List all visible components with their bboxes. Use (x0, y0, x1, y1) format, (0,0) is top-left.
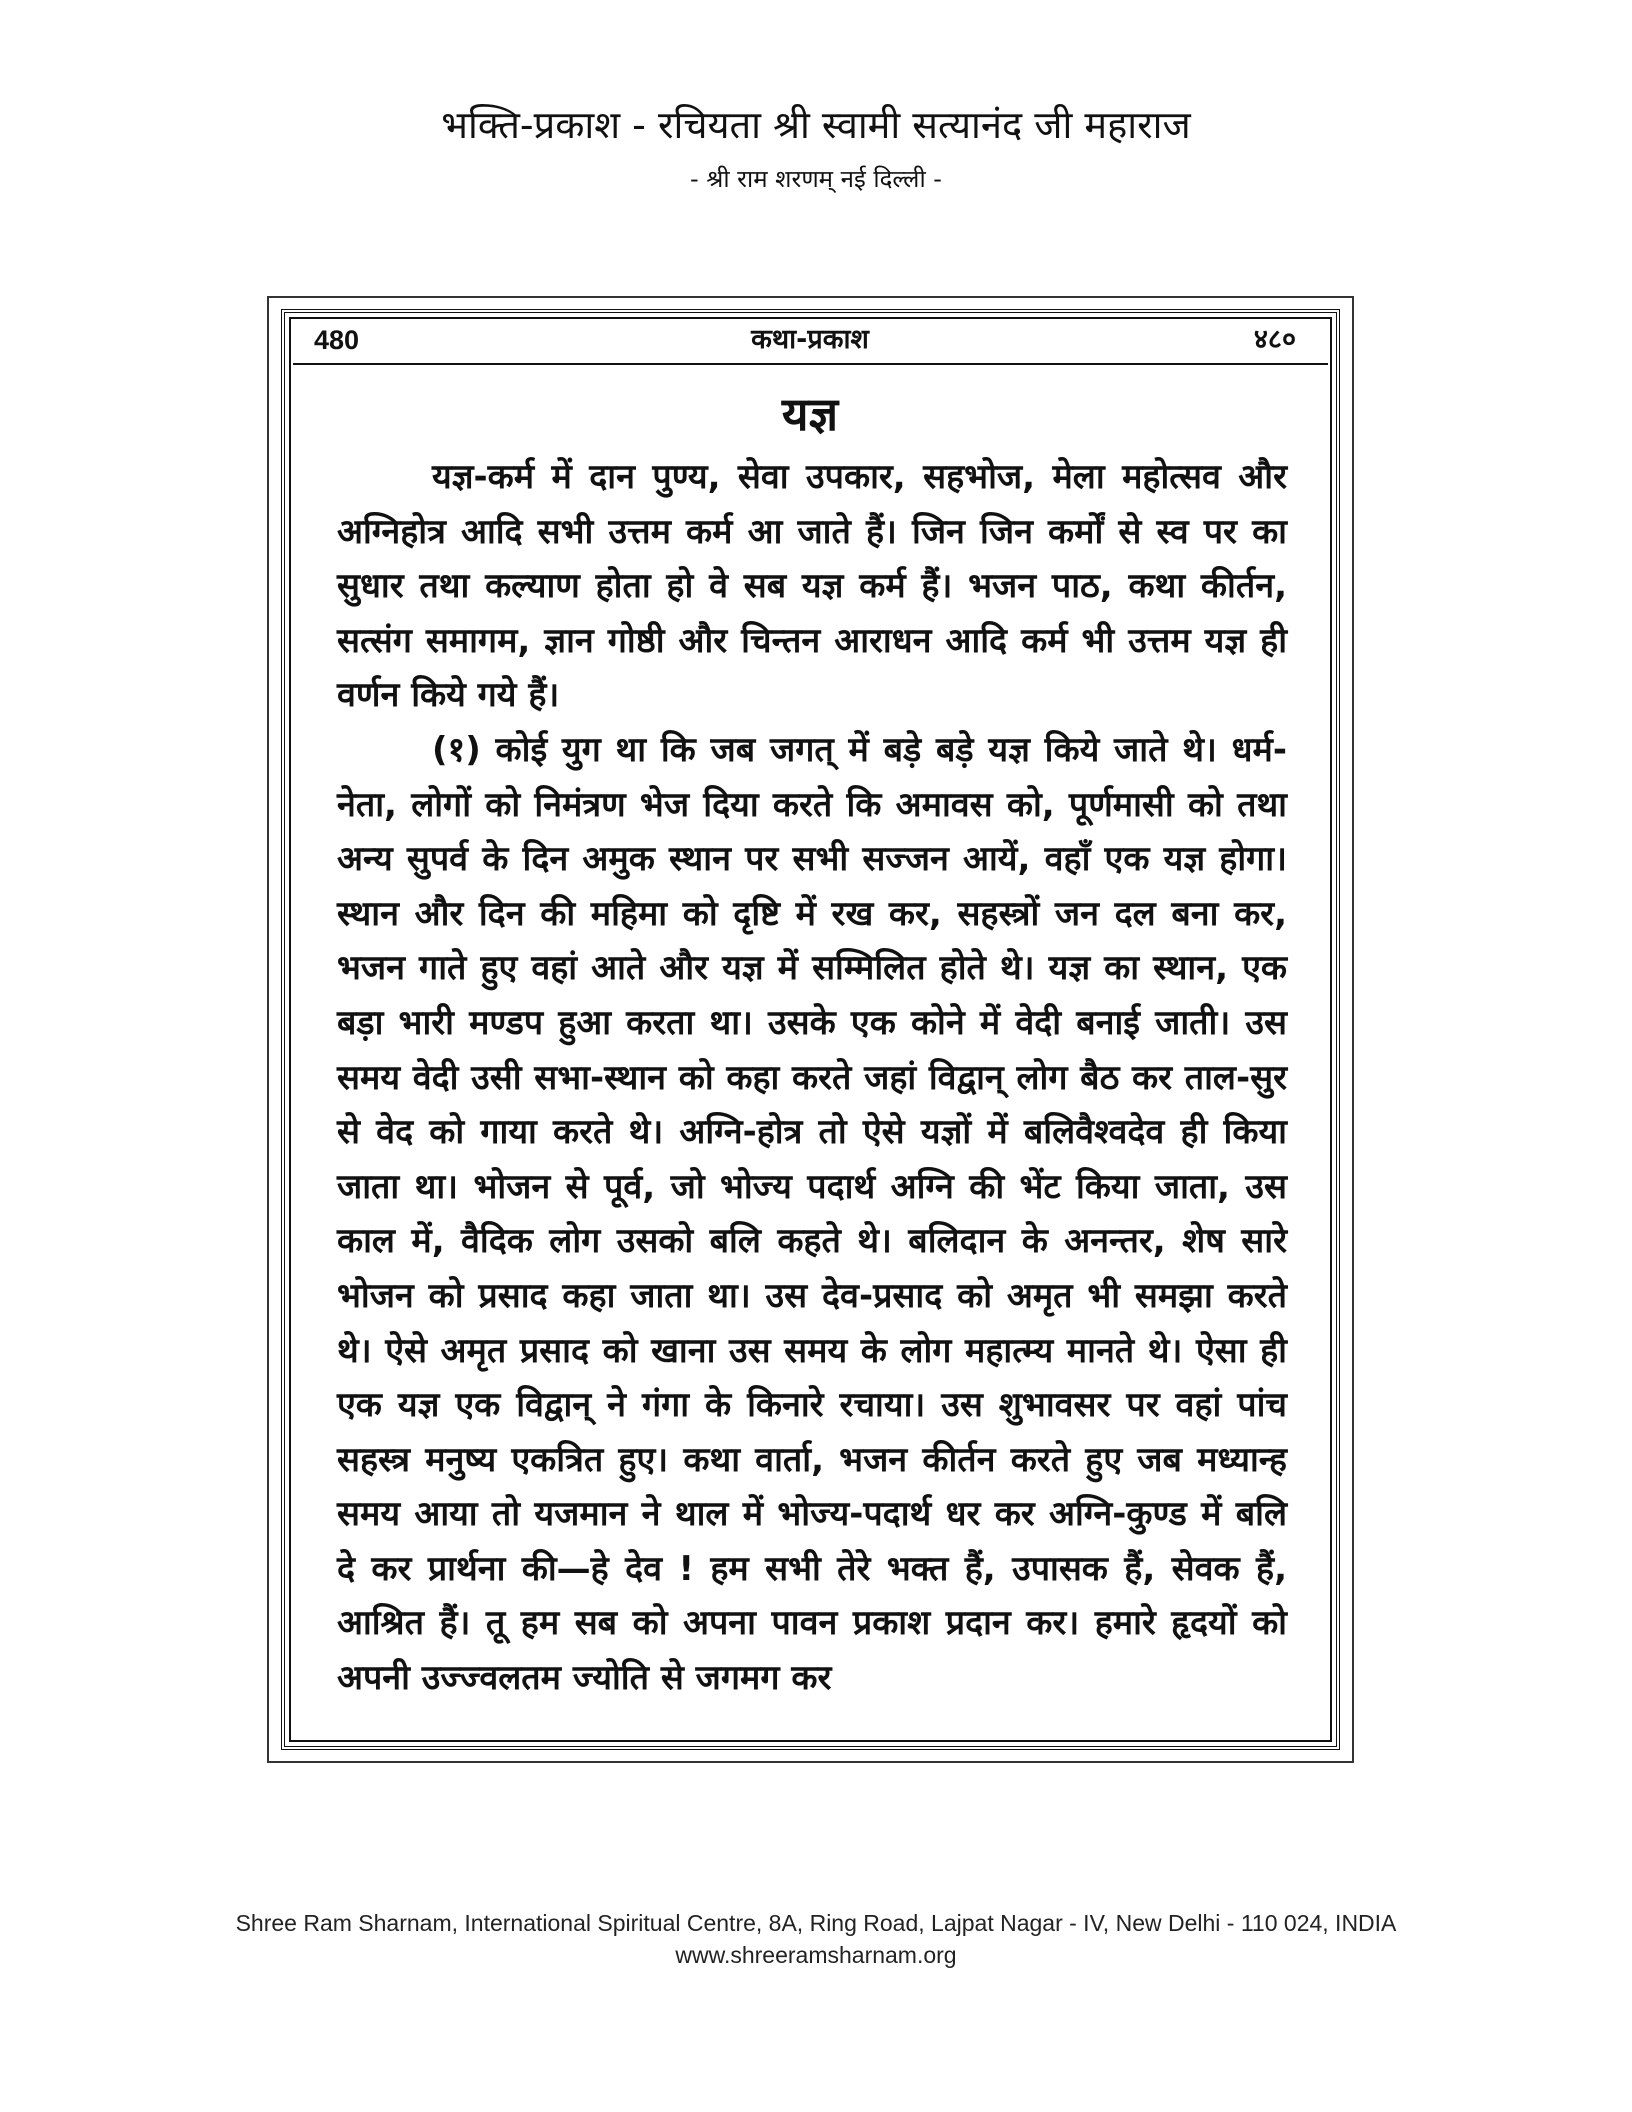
page-number-devanagari: ४८० (1253, 324, 1296, 355)
book-title: भक्ति-प्रकाश - रचियता श्री स्वामी सत्यानंद जी महाराज (441, 103, 1191, 147)
section-title: कथा-प्रकाश (751, 324, 869, 355)
body-text (337, 450, 1287, 1706)
page-number-arabic: 480 (314, 325, 360, 355)
paragraph: यज्ञ-कर्म में दान पुण्य, सेवा उपकार, सहभोज, मेला महोत्सव और अग्निहोत्र आदि सभी उत्तम कर्म आ जाते हैं। जिन जिन कर्मों से स्व पर का सुधार तथा कल्याण होता हो वे सब यज्ञ कर्म हैं। भजन पाठ, कथा कीर्तन, सत्संग समागम, ज्ञान गोष्ठी और चिन्तन आराधन आदि कर्म भी उत्तम यज्ञ ही वर्णन किये गये हैं। (337, 457, 1287, 716)
page-header (300, 320, 1320, 362)
paragraph: (१) कोई युग था कि जब जगत् में बड़े बड़े यज्ञ किये जाते थे। धर्म-नेता, लोगों को निमंत्रण भेज दिया करते कि अमावस को, पूर्णमासी को तथा अन्य सुपर्व के दिन अमुक स्थान पर सभी सज्जन आयें, वहाँ एक यज्ञ होगा। स्थान और दिन की महिमा को दृष्टि में रख कर, सहस्त्रों जन दल बना कर, भजन गाते हुए वहां आते और यज्ञ में सम्मिलित होते थे। यज्ञ का स्थान, एक बड़ा भारी मण्डप हुआ करता था। उसके एक कोने में वेदी बनाई जाती। उस समय वेदी उसी सभा-स्थान को कहा करते जहां विद्वान् लोग बैठ कर ताल-सुर से वेद को गाया करते थे। अग्नि-होत्र तो ऐसे यज्ञों में बलिवैश्वदेव ही किया जाता था। भोजन से पूर्व, जो भोज्य पदार्थ अग्नि की भेंट किया जाता, उस काल में, वैदिक लोग उसको बलि कहते थे। बलिदान के अनन्तर, शेष सारे भोजन को प्रसाद कहा जाता था। उस देव-प्रसाद को अमृत भी समझा करते थे। ऐसे अमृत प्रसाद को खाना उस समय के लोग महात्म्य मानते थे। ऐसा ही एक यज्ञ एक विद्वान् ने गंगा के किनारे रचाया। उस शुभावसर पर वहां पांच सहस्त्र मनुष्य एकत्रित हुए। कथा वार्ता, भजन कीर्तन करते हुए जब मध्यान्ह समय आया तो यजमान ने थाल में भोज्य-पदार्थ धर कर अग्नि-कुण्ड में बलि दे कर प्रार्थना की—हे देव ! हम सभी तेरे भक्त हैं, उपासक हैं, सेवक हैं, आश्रित हैं। तू हम सब को अपना पावन प्रकाश प्रदान कर। हमारे हृदयों को अपनी उज्ज्वलतम ज्योति से जगमग कर (337, 729, 1287, 1699)
chapter-title: यज्ञ (781, 387, 839, 441)
footer-url[interactable]: www.shreeramsharnam.org (675, 1942, 957, 1968)
header-divider (293, 363, 1328, 365)
book-subtitle: - श्री राम शरणम् नई दिल्ली - (690, 165, 942, 193)
footer-address: Shree Ram Sharnam, International Spiritual Centre, 8A, Ring Road, Lajpat Nagar - IV, New Delhi - 110 024, INDIA (235, 1910, 1397, 1936)
